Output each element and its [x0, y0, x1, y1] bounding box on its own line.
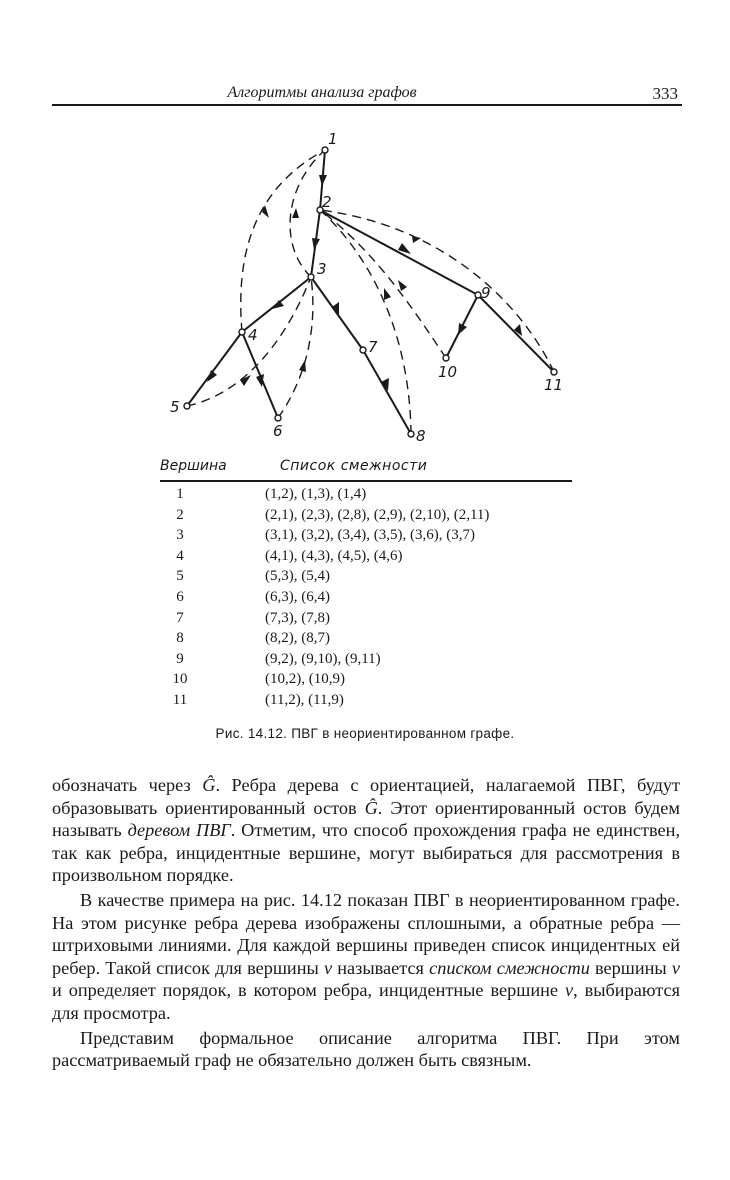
node-label-7: 7	[368, 338, 378, 356]
arrow-back-10-2	[398, 280, 407, 291]
table-row	[160, 692, 580, 713]
paragraph-2	[52, 889, 680, 1025]
graph-node	[408, 431, 414, 437]
col-list-header: Список смежности	[280, 458, 428, 474]
row-list: (6,3), (6,4)	[265, 588, 330, 605]
row-list: (10,2), (10,9)	[265, 671, 345, 688]
row-vertex: 4	[176, 547, 184, 564]
table-rule	[160, 480, 572, 482]
adjacency-table-header	[160, 458, 580, 480]
graph-node	[551, 369, 557, 375]
node-label-1: 1	[328, 130, 338, 148]
row-list: (11,2), (11,9)	[265, 691, 344, 708]
graph-node	[308, 274, 314, 280]
tree-edge-3-7	[311, 277, 363, 350]
row-vertex: 8	[176, 630, 184, 647]
table-row	[160, 548, 580, 569]
row-vertex: 10	[172, 671, 188, 688]
math-symbol: v	[564, 980, 574, 1001]
row-vertex: 7	[176, 609, 184, 626]
tree-edge-4-5	[187, 332, 242, 406]
col-vertex-header: Вершина	[160, 458, 227, 474]
table-row	[160, 651, 580, 672]
row-vertex: 3	[176, 527, 184, 544]
graph-node	[239, 329, 245, 335]
arrow-back-11-2	[412, 236, 421, 243]
math-symbol: v	[323, 957, 333, 978]
row-vertex: 5	[176, 568, 184, 585]
defined-term: деревом ПВГ	[127, 820, 231, 841]
arrow-back-6-3	[299, 360, 306, 372]
paragraph-1	[52, 774, 680, 887]
arrow-3-4	[272, 300, 284, 309]
page-number: 333	[652, 84, 678, 103]
text-span: называется	[332, 957, 430, 978]
adjacency-rows	[160, 486, 580, 713]
node-label-11: 11	[544, 376, 564, 394]
text-span: В качестве примера на рис. 14.12 показан ПВГ в неориентированном графе. На этом рисунке ребра дерева изображены сплошными, а обратные ребра — штриховыми линиями. Для каждой вершины приведен список инцидентных ей ребер. Такой список для вершины	[52, 889, 680, 978]
dfs-graph-figure	[0, 0, 730, 450]
row-list: (7,3), (7,8)	[265, 609, 330, 626]
node-label-5: 5	[170, 398, 180, 416]
table-row	[160, 486, 580, 507]
row-vertex: 1	[176, 486, 184, 502]
table-row	[160, 527, 580, 548]
back-edge-10-2	[320, 210, 446, 358]
node-label-6: 6	[273, 422, 283, 440]
graph-node	[275, 415, 281, 421]
graph-node	[184, 403, 190, 409]
graph-node	[443, 355, 449, 361]
arrow-2-3	[312, 238, 320, 250]
row-vertex: 11	[172, 691, 188, 708]
adjacency-table	[160, 458, 580, 708]
arrow-back-8-2	[384, 288, 391, 300]
row-vertex: 6	[176, 588, 184, 605]
body-text	[52, 774, 680, 1073]
arrow-4-6	[256, 374, 264, 387]
row-vertex: 2	[176, 506, 184, 523]
table-row	[160, 610, 580, 631]
text-span: . Этот ориентированный остов будем называть	[52, 797, 680, 841]
text-span: . Отметим, что способ прохождения графа не единствен, так как ребра, инцидентные вершине, могут выбираться для рассмотрения в произвольном порядке.	[52, 820, 681, 886]
text-span: и определяет порядок, в котором ребра, инцидентные вершине	[52, 980, 565, 1001]
arrow-back-3-1	[292, 208, 299, 218]
row-vertex: 9	[176, 650, 184, 667]
table-row	[160, 671, 580, 692]
row-list: (5,3), (5,4)	[265, 568, 330, 585]
node-label-8: 8	[416, 427, 426, 445]
node-label-10: 10	[438, 363, 458, 381]
row-list: (2,1), (2,3), (2,8), (2,9), (2,10), (2,11)	[265, 506, 490, 523]
back-edge-11-2	[320, 210, 554, 372]
node-label-4: 4	[248, 326, 258, 344]
math-symbol: Ĝ	[364, 797, 378, 818]
text-span: . Ребра дерева с ориентацией, налагаемой ПВГ, будут образовывать ориентированный остов	[52, 775, 681, 818]
tree-edge-9-11	[478, 295, 554, 372]
text-span: обозначать через	[52, 775, 203, 795]
text-span: вершины	[589, 957, 672, 978]
table-row	[160, 589, 580, 610]
row-list: (9,2), (9,10), (9,11)	[265, 650, 381, 667]
row-list: (4,1), (4,3), (4,5), (4,6)	[265, 547, 403, 564]
table-row	[160, 568, 580, 589]
math-symbol: v	[671, 957, 680, 978]
paragraph-3: Представим формальное описание алгоритма ПВГ. При этом рассматриваемый граф не обязательно должен быть связным.	[52, 1027, 680, 1071]
arrow-9-10	[458, 323, 467, 335]
back-edge-8-2	[320, 210, 411, 434]
node-label-9: 9	[481, 284, 491, 302]
math-symbol: Ĝ	[202, 775, 216, 795]
table-row	[160, 630, 580, 651]
text-span: , выбираются для просмотра.	[52, 980, 680, 1023]
running-title: Алгоритмы анализа графов	[227, 84, 417, 101]
table-row	[160, 507, 580, 528]
defined-term: списком смежности	[429, 957, 590, 978]
row-list: (8,2), (8,7)	[265, 630, 330, 647]
node-label-3: 3	[317, 260, 327, 278]
graph-node	[360, 347, 366, 353]
row-list: (1,2), (1,3), (1,4)	[265, 486, 367, 502]
figure-caption: Рис. 14.12. ПВГ в неориентированном графе.	[215, 726, 515, 741]
node-label-2: 2	[322, 193, 332, 211]
row-list: (3,1), (3,2), (3,4), (3,5), (3,6), (3,7)	[265, 527, 475, 544]
tree-edge-7-8	[363, 350, 411, 434]
